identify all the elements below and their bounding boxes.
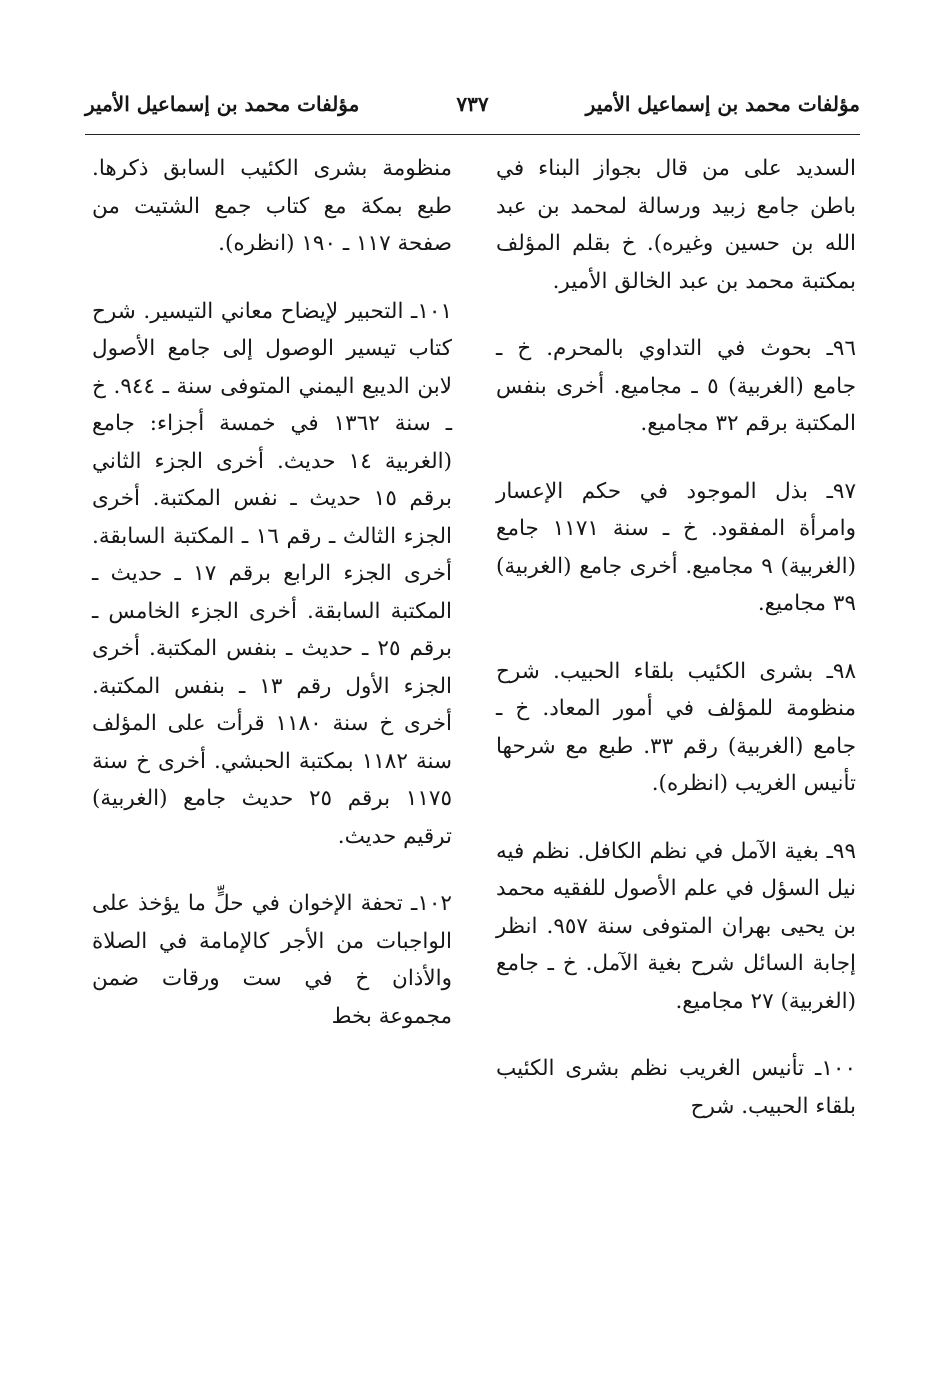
entry-number: ٩٨ـ xyxy=(826,658,856,684)
entry-text: بغية الآمل في نظم الكافل. نظم فيه نيل السؤل في علم الأصول للفقيه محمد بن يحيى بهران المتوفى سنة ٩٥٧. انظر إجابة السائل شرح بغية الآمل. خ ـ جامع (الغربية) ٢٧ مجاميع. xyxy=(496,838,856,1014)
entry-100 xyxy=(496,1050,856,1125)
entry-97 xyxy=(496,473,856,623)
entry-text: بشرى الكئيب بلقاء الحبيب. شرح منظومة للمؤلف في أمور المعاد. خ ـ جامع (الغربية) رقم ٣٣. طبع مع شرحها تأنيس الغريب (انظره). xyxy=(496,658,857,796)
entry-98 xyxy=(496,653,856,803)
entry-text: تحفة الإخوان في حلٍّ ما يؤخذ على الواجبات من الأجر كالإمامة في الصلاة والأذان خ في ست ورقات ضمن مجموعة بخط xyxy=(92,891,452,1029)
entry-continuation xyxy=(496,150,856,300)
left-column xyxy=(92,150,452,1065)
entry-101 xyxy=(92,293,452,856)
entry-text: تأنيس الغريب نظم بشرى الكئيب بلقاء الحبيب. شرح xyxy=(496,1056,856,1119)
entry-99 xyxy=(496,833,856,1021)
page-number: ٧٣٧ xyxy=(456,92,489,116)
header-rule xyxy=(85,134,860,135)
entry-number: ٩٧ـ xyxy=(826,478,856,504)
entry-continuation xyxy=(92,150,452,263)
entry-number: ١٠٠ـ xyxy=(815,1056,856,1081)
entry-text: بحوث في التداوي بالمحرم. خ ـ جامع (الغربية) ٥ ـ مجاميع. أخرى بنفس المكتبة برقم ٣٢ مجاميع. xyxy=(496,336,856,436)
entry-102 xyxy=(92,885,452,1035)
running-title-right: مؤلفات محمد بن إسماعيل الأمير xyxy=(585,92,860,116)
entry-number: ١٠٢ـ xyxy=(411,891,452,916)
entry-text: منظومة بشرى الكئيب السابق ذكرها. طبع بمكة مع كتاب جمع الشتيت من صفحة ١١٧ ـ ١٩٠ (انظره). xyxy=(92,156,452,256)
running-title-left: مؤلفات محمد بن إسماعيل الأمير xyxy=(85,92,360,116)
entry-number: ١٠١ـ xyxy=(411,298,452,324)
entry-number: ٩٩ـ xyxy=(826,838,856,864)
entry-text: بذل الموجود في حكم الإعسار وامرأة المفقود. خ ـ سنة ١١٧١ جامع (الغربية) ٩ مجاميع. أخرى جامع (الغربية) ٣٩ مجاميع. xyxy=(496,478,856,616)
entry-number: ٩٦ـ xyxy=(826,336,857,361)
entry-text: السديد على من قال بجواز البناء في باطن جامع زبيد ورسالة لمحمد بن عبد الله بن حسين وغيره). خ بقلم المؤلف بمكتبة محمد بن عبد الخالق الأمير. xyxy=(496,156,856,294)
right-column xyxy=(496,150,856,1155)
entry-text: التحبير لإيضاح معاني التيسير. شرح كتاب تيسير الوصول إلى جامع الأصول لابن الديبع اليمني المتوفى سنة ـ ٩٤٤. خ ـ سنة ١٣٦٢ في خمسة أجزاء: جامع (الغربية ١٤ حديث. أخرى الجزء الثاني برقم ١٥ حديث ـ نفس المكتبة. أخرى الجزء الثالث ـ رقم ١٦ ـ المكتبة السابقة. أخرى الجزء الرابع برقم ١٧ ـ حديث ـ المكتبة السابقة. أخرى الجزء الخامس ـ برقم ٢٥ ـ حديث ـ بنفس المكتبة. أخرى الجزء الأول رقم ١٣ ـ بنفس المكتبة. أخرى خ سنة ١١٨٠ قرأت على المؤلف سنة ١١٨٢ بمكتبة الحبشي. أخرى خ سنة ١١٧٥ برقم ٢٥ حديث جامع (الغربية) ترقيم حديث. xyxy=(92,298,453,849)
page-header xyxy=(85,88,860,128)
entry-96 xyxy=(496,330,856,443)
